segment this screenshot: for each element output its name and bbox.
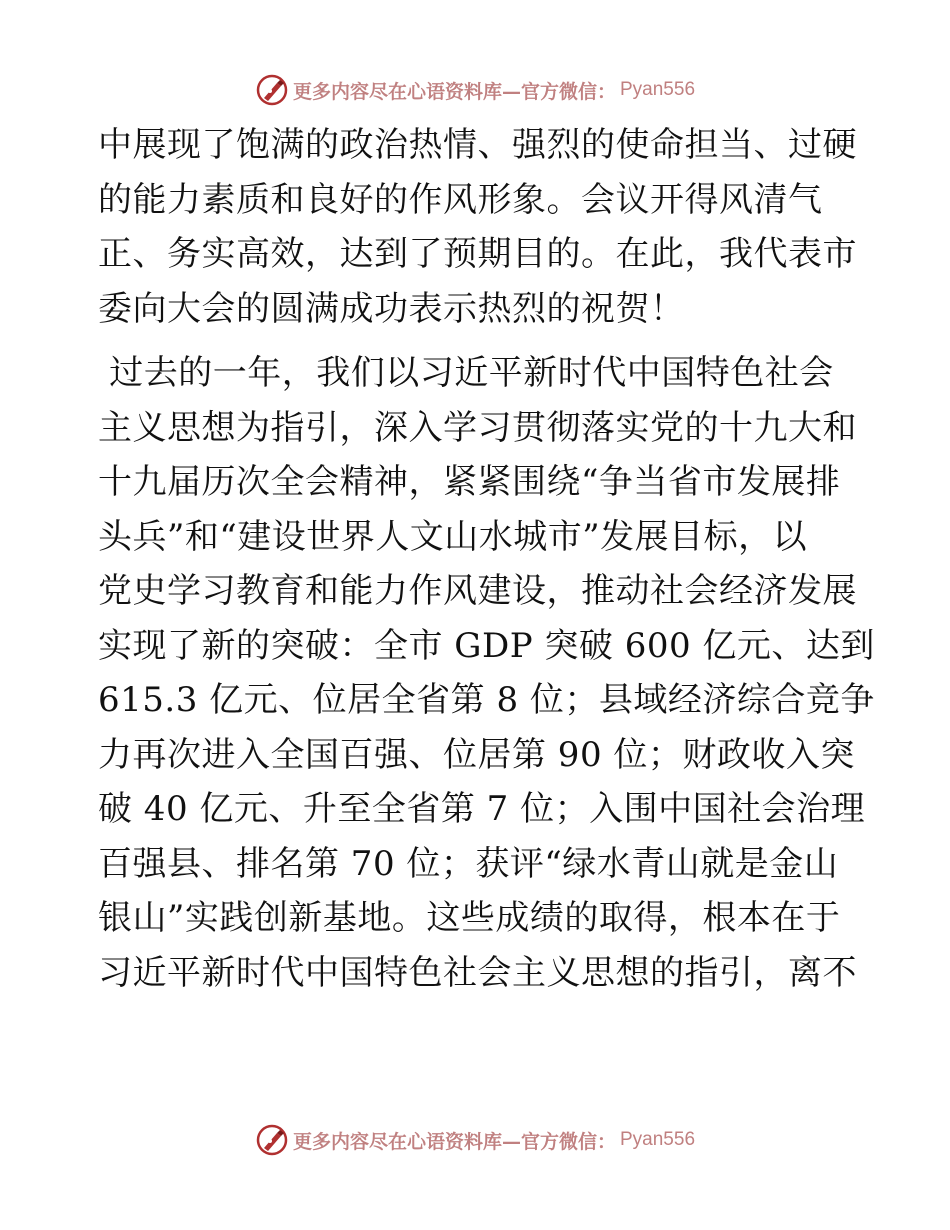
text-line: 十九届历次全会精神，紧紧围绕“争当省市发展排 [98,462,841,502]
pen-logo-icon [255,1123,289,1157]
text-line: 的能力素质和良好的作风形象。会议开得风清气 [98,179,823,220]
text-line: 习近平新时代中国特色社会主义思想的指引，离不 [98,952,857,993]
banner-wechat-handle: Pyan556 [620,79,696,100]
footer-banner [0,1122,950,1158]
header-banner [0,72,950,108]
paragraph [98,346,875,1000]
text-line: 力再次进入全国百强、位居第 90 位；财政收入突 [98,734,855,775]
banner-text: 更多内容尽在心语资料库—官方微信： [292,1130,616,1153]
text-line: 头兵”和“建设世界人文山水城市”发展目标，以 [98,516,808,557]
text-line: 正、务实高效，达到了预期目的。在此，我代表市 [98,234,857,274]
text-line: 实现了新的突破：全市 GDP 突破 600 亿元、达到 [98,625,875,666]
text-line: 主义思想为指引，深入学习贯彻落实党的十九大和 [98,407,857,448]
text-line: 百强县、排名第 70 位；获评“绿水青山就是金山 [98,843,839,884]
banner-text: 更多内容尽在心语资料库—官方微信： [292,80,616,103]
document-body [98,118,875,1000]
paragraph [98,118,857,336]
text-line: 党史学习教育和能力作风建设，推动社会经济发展 [98,571,857,611]
text-line: 中展现了饱满的政治热情、强烈的使命担当、过硬 [98,125,857,165]
banner-wechat-handle: Pyan556 [620,1129,696,1150]
text-line: 破 40 亿元、升至全省第 7 位；入围中国社会治理 [98,789,866,829]
text-line: 615.3 亿元、位居全省第 8 位；县域经济综合竞争 [98,680,875,720]
text-line: 过去的一年，我们以习近平新时代中国特色社会 [98,353,834,393]
text-line: 银山”实践创新基地。这些成绩的取得，根本在于 [98,898,841,938]
pen-logo-icon [255,73,289,107]
text-line: 委向大会的圆满成功表示热烈的祝贺！ [98,288,685,329]
